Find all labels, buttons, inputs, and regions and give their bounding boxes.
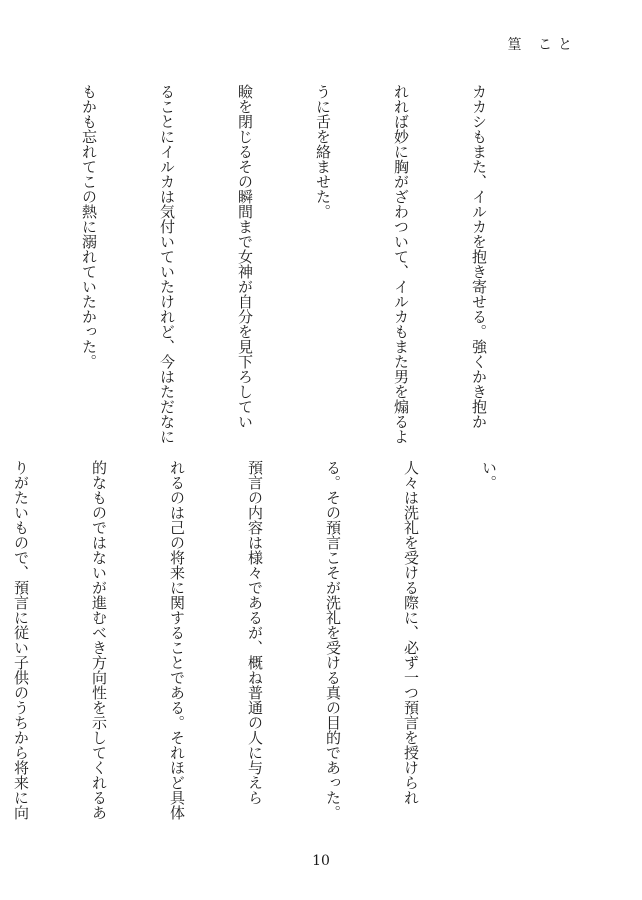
page-number: 10 bbox=[312, 853, 330, 869]
lower-text-block bbox=[0, 460, 554, 832]
text-line: る。その預言こそが洗礼を受ける真の目的であった。 bbox=[324, 460, 342, 820]
text-line: りがたいもので、預言に従い子供のうちから将来に向 bbox=[12, 460, 30, 820]
text-line: うに舌を絡ませた。 bbox=[314, 84, 332, 219]
text-line: い。 bbox=[480, 460, 498, 490]
upper-text-block bbox=[0, 84, 544, 454]
text-line: 人々は洗礼を受ける際に、必ず一つ預言を授けられ bbox=[402, 460, 420, 805]
text-line: 的なものではないが進むべき方向性を示してくれるあ bbox=[90, 460, 108, 820]
text-line: 瞼を閉じるその瞬間まで女神が自分を見下ろしてい bbox=[236, 84, 254, 429]
text-line: れるのは己の将来に関することである。それほど具体 bbox=[168, 460, 186, 820]
text-line: カカシもまた、イルカを抱き寄せる。強くかき抱か bbox=[470, 84, 488, 429]
text-line: 預言の内容は様々であるが、概ね普通の人に与えら bbox=[246, 460, 264, 805]
running-header: 篁 こと bbox=[507, 37, 578, 53]
text-line: ることにイルカは気付いていたけれど、今はただなに bbox=[158, 84, 176, 444]
text-line: れれば妙に胸がざわついて、イルカもまた男を煽るよ bbox=[392, 84, 410, 444]
text-line: もかも忘れてこの熱に溺れていたかった。 bbox=[80, 84, 98, 369]
